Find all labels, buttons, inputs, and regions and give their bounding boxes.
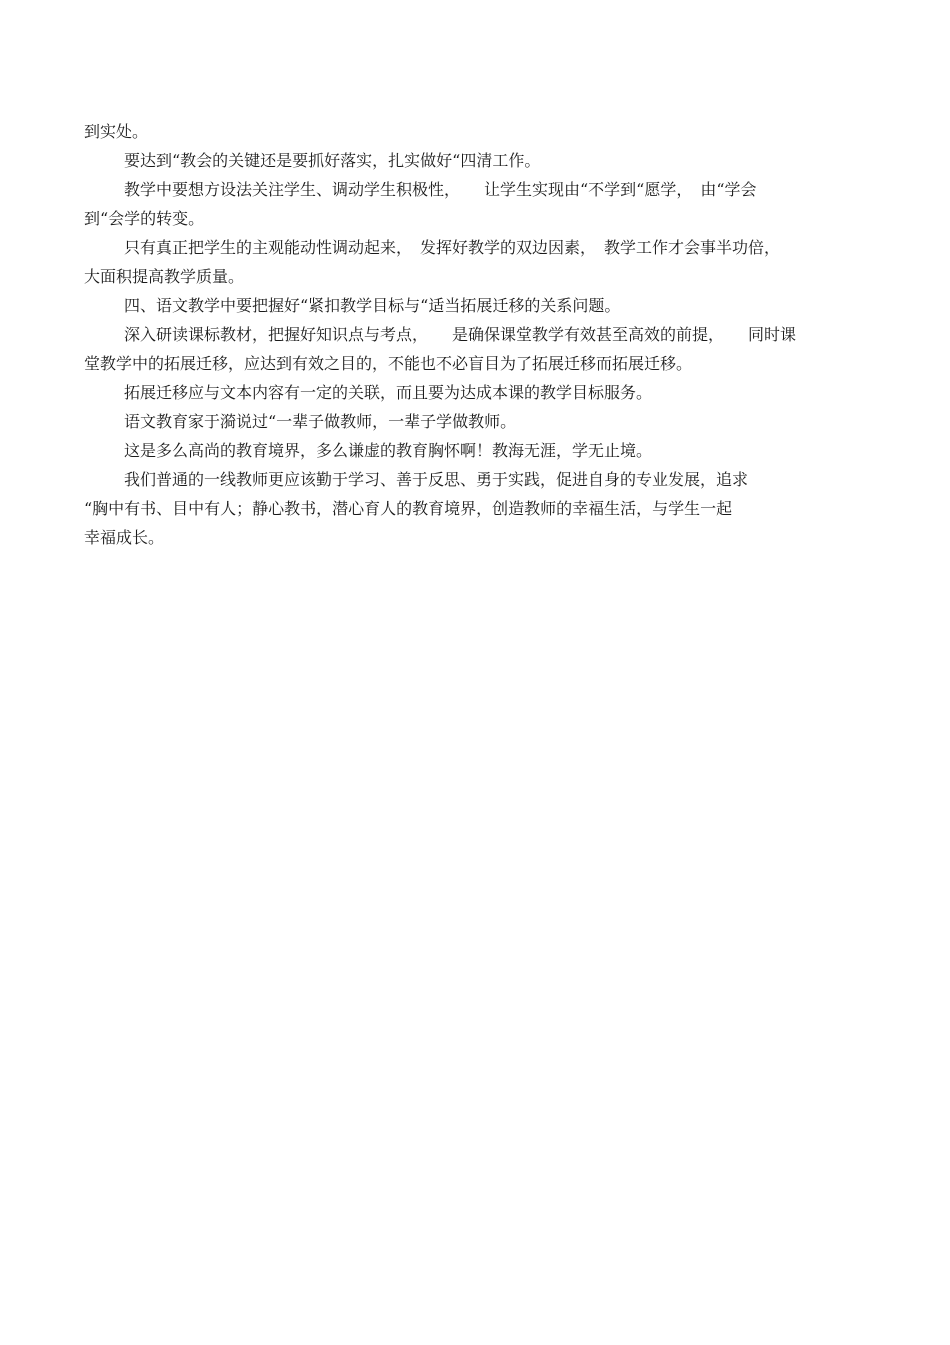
text-line: 四、语文教学中要把握好“紧扣教学目标与“适当拓展迁移的关系问题。 <box>124 296 621 315</box>
text-line: 我们普通的一线教师更应该勤于学习、善于反思、勇于实践，促进自身的专业发展，追求 <box>124 470 749 489</box>
text-line: 这是多么高尚的教育境界，多么谦虚的教育胸怀啊！教海无涯，学无止境。 <box>124 441 653 460</box>
text-line: “胸中有书、目中有人；静心教书，潜心育人的教育境界，创造教师的幸福生活，与学生一起 <box>84 499 733 518</box>
text-line: 拓展迁移应与文本内容有一定的关联，而且要为达成本课的教学目标服务。 <box>124 383 653 402</box>
text-line: 要达到“教会的关键还是要抓好落实，扎实做好“四清工作。 <box>124 151 541 170</box>
text-line: 幸福成长。 <box>84 528 165 547</box>
text-line: 语文教育家于漪说过“一辈子做教师，一辈子学做教师。 <box>124 412 517 431</box>
text-line: 教学中要想方设法关注学生、调动学生积极性， 让学生实现由“不学到“愿学， 由“学会 <box>124 180 757 199</box>
text-line: 堂教学中的拓展迁移，应达到有效之目的，不能也不必盲目为了拓展迁移而拓展迁移。 <box>84 354 693 373</box>
text-line: 到“会学的转变。 <box>84 209 205 228</box>
document-body <box>84 117 874 552</box>
text-line: 到实处。 <box>84 122 149 141</box>
text-line: 深入研读课标教材，把握好知识点与考点， 是确保课堂教学有效甚至高效的前提， 同时课 <box>124 325 797 344</box>
text-line: 大面积提高教学质量。 <box>84 267 245 286</box>
text-line: 只有真正把学生的主观能动性调动起来， 发挥好教学的双边因素， 教学工作才会事半功倍， <box>124 238 781 257</box>
